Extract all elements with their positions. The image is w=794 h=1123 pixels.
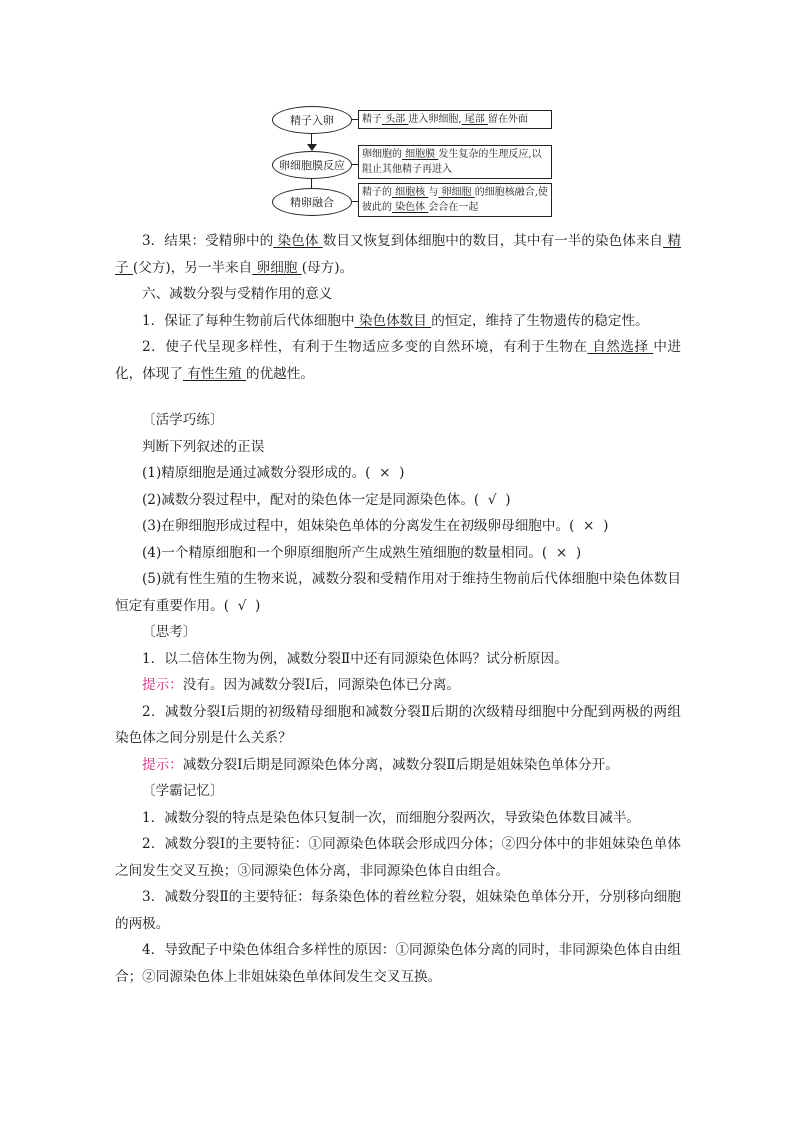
filled-blank: 卵细胞 — [252, 259, 302, 276]
step-oval-3: 精卵融合 — [272, 188, 352, 216]
text-segment: 1．保证了每种生物前后代体细胞中 — [142, 312, 355, 329]
text-segment: 中进化，体现了 — [115, 339, 681, 382]
text-segment: 2．使子代呈现多样性，有利于生物适应多变的自然环境，有利于生物在 — [142, 339, 588, 355]
filled-blank: 尾部 — [461, 114, 488, 125]
fertilization-flow-diagram — [262, 100, 562, 220]
step-box-1 — [358, 110, 552, 129]
text-segment: 的优越性。 — [246, 365, 314, 382]
section-6-title: 六、减数分裂与受精作用的意义 — [142, 286, 333, 302]
result-paragraph — [115, 228, 681, 281]
flow-arrow-head-1 — [307, 144, 317, 151]
practice-prompt: 判断下列叙述的正误 — [142, 438, 265, 455]
text-segment: 与 — [428, 187, 439, 198]
answer-mark: × — [583, 518, 595, 534]
text-segment: 的细胞核融合,使彼此的 — [362, 187, 548, 213]
answer-mark: √ — [487, 491, 497, 508]
thinking-answer-2: 提示：减数分裂Ⅰ后期是同源染色体分离，减数分裂Ⅱ后期是姐妹染色单体分开。 — [142, 756, 619, 773]
filled-blank: 卵细胞 — [438, 187, 475, 198]
text-segment: 3．结果：受精卵中的 — [142, 233, 274, 249]
memory-item-1: 1．减数分裂的特点是染色体只复制一次，而细胞分裂两次，导致染色体数目减半。 — [142, 809, 641, 826]
text-segment: 留在外面 — [487, 114, 528, 125]
step-oval-2: 卵细胞膜反应 — [272, 151, 352, 179]
text-segment: 会合在一起 — [428, 202, 479, 213]
thinking-question-2: 2．减数分裂Ⅰ后期的初级精母细胞和减数分裂Ⅱ后期的次级精母细胞中分配到两极的两组染色体之间分别是什么关系？ — [115, 703, 681, 746]
filled-blank: 染色体 — [392, 202, 429, 213]
answer-mark: × — [555, 544, 568, 561]
practice-item-2: (2)减数分裂过程中，配对的染色体一定是同源染色体。( √ ) — [142, 491, 511, 508]
text-segment: 数目又恢复到体细胞中的数目，其中有一半的染色体来自 — [322, 233, 664, 249]
text-segment: (父方)，另一半来自 — [132, 259, 253, 276]
thinking-title: 〔思考〕 — [142, 624, 197, 640]
text-segment: 精子 — [362, 114, 382, 125]
filled-blank: 染色体 — [273, 233, 323, 249]
text-segment: (母方)。 — [301, 259, 354, 276]
hint-label: 提示： — [142, 677, 183, 693]
text-segment: 发生复杂的生理反应,以阻止其他精子再进入 — [362, 149, 542, 175]
memory-title: 〔学霸记忆〕 — [142, 783, 224, 799]
step-box-3 — [358, 183, 552, 217]
filled-blank: 自然选择 — [587, 339, 654, 355]
hint-label: 提示： — [142, 756, 183, 773]
answer-mark: × — [379, 465, 391, 481]
step-oval-1: 精子入卵 — [272, 106, 352, 134]
filled-blank: 精子 — [115, 233, 681, 276]
practice-item-1: (1)精原细胞是通过减数分裂形成的。( × ) — [142, 465, 405, 481]
filled-blank: 有性生殖 — [182, 365, 246, 382]
significance-item-2 — [115, 334, 681, 387]
filled-blank: 头部 — [382, 114, 409, 125]
practice-title: 〔活学巧练〕 — [142, 412, 224, 428]
text-segment: 精子的 — [362, 187, 392, 198]
filled-blank: 细胞核 — [392, 187, 429, 198]
text-segment: 的恒定，维持了生物遗传的稳定性。 — [431, 312, 649, 329]
practice-item-4: (4)一个精原细胞和一个卵原细胞所产生成熟生殖细胞的数量相同。( × ) — [142, 544, 582, 561]
practice-item-3: (3)在卵细胞形成过程中，姐妹染色单体的分离发生在初级卵母细胞中。( × ) — [142, 518, 609, 534]
filled-blank: 染色体数目 — [354, 312, 432, 329]
document-body — [115, 228, 681, 990]
text-segment: 卵细胞的 — [362, 149, 402, 160]
step-box-2 — [358, 145, 552, 179]
memory-item-3: 3．减数分裂Ⅱ的主要特征：每条染色体的着丝粒分裂，姐妹染色单体分开，分别移向细胞的两极。 — [115, 889, 681, 932]
text-segment: 进入卵细胞, — [408, 114, 462, 125]
thinking-answer-1: 提示：没有。因为减数分裂Ⅰ后，同源染色体已分离。 — [142, 677, 461, 693]
memory-item-4: 4．导致配子中染色体组合多样性的原因：①同源染色体分离的同时，非同源染色体自由组合；②同源染色体上非姐妹染色单体间发生交叉互换。 — [115, 942, 681, 985]
memory-item-2: 2．减数分裂Ⅰ的主要特征：①同源染色体联会形成四分体；②四分体中的非姐妹染色单体之间发生交叉互换；③同源染色体分离，非同源染色体自由组合。 — [115, 836, 681, 879]
practice-item-5: (5)就有性生殖的生物来说，减数分裂和受精作用对于维持生物前后代体细胞中染色体数目恒定有重要作用。( √ ) — [115, 571, 681, 614]
filled-blank: 细胞膜 — [402, 149, 439, 160]
thinking-question-1: 1．以二倍体生物为例，减数分裂Ⅱ中还有同源染色体吗？试分析原因。 — [142, 650, 568, 667]
answer-mark: √ — [237, 597, 247, 614]
significance-item-1 — [115, 308, 681, 335]
